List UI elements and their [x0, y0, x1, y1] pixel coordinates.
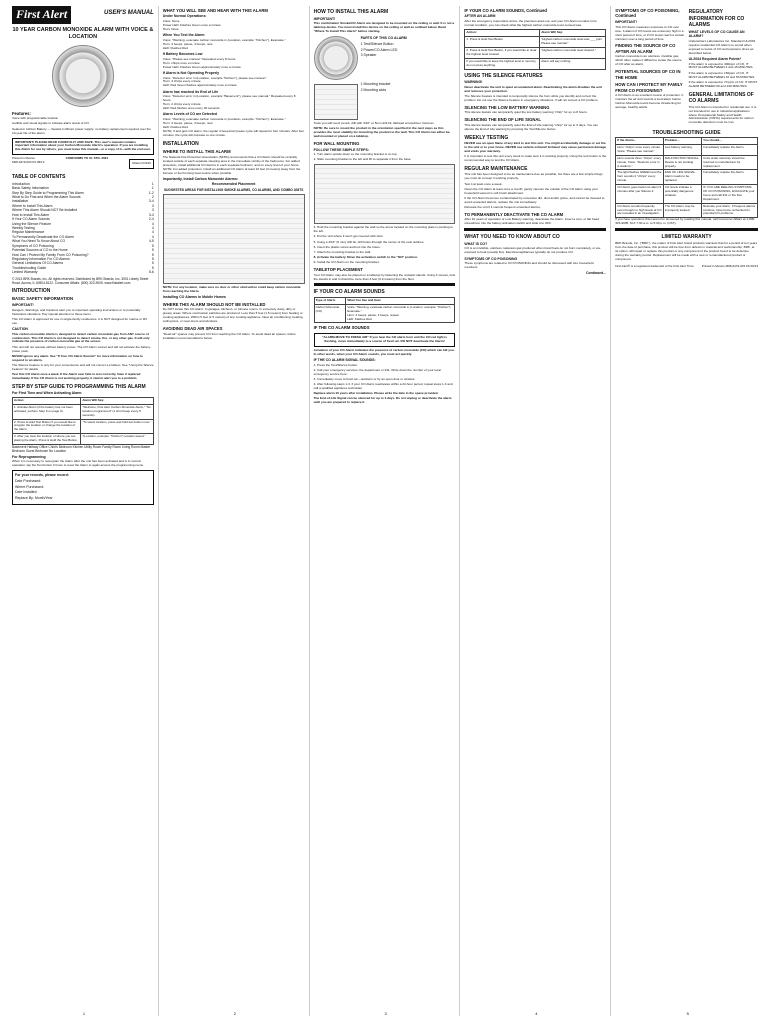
mounting-diagram	[314, 164, 456, 224]
body-text: This unit has been designed to be as maintenance-free as possible, but there are a few simple things you must do to keep it working properly.	[464, 172, 603, 181]
toc-page: 5	[151, 243, 154, 248]
column-4	[460, 6, 611, 1016]
table-header: If the Alarm...	[616, 138, 664, 145]
toc-page: 4	[151, 230, 154, 235]
section-title: WHAT YOU WILL SEE AND HEAR WITH THIS ALARM	[162, 8, 268, 13]
table-of-contents	[12, 182, 154, 275]
repro-text: When it is necessary to reprogram the Alarm after the unit has been activated and is in normal operation: tap the Test button 3 times to reset the Alarm to again access the programming menu.	[12, 459, 145, 468]
table-row: Horn "chirps" once every minute. Voice: "Please see manual." Low battery warning. Immediately replace the Alarm.	[616, 144, 758, 155]
subhead: SYMPTOMS OF CO POISONING	[464, 256, 518, 261]
body-text: After 10 years of operation or Low Battery warning, deactivate the Alarm. Insert a coin, or flat head screwdriver into the battery activation switch and slide it to OFF.	[464, 217, 599, 226]
body-text: Voice: "Detector error in (Location, example "Kitchen"), please see manual." Horn: 3 chirps every minute LED: Red Green flashes approximately once a minute	[162, 75, 267, 88]
subhead: Recommended Placement	[211, 182, 256, 187]
toc-entry: What You Need To Know About CO	[12, 239, 66, 244]
list-item: 7. Attach the mounting bracket to the wall.	[313, 249, 372, 254]
table-row: 3. After you hear the location of where you are placing the Alarm, Press & Hold the Test Button. "(Location, example: "Kitchen") location saved."	[13, 434, 154, 445]
toc-entry: Basic Safety Information	[12, 186, 49, 191]
table-row: The light flashes GREEN and the horn sounds 2 "chirps" every minute. END OF LIFE SIGNAL. Alarm needs to be replaced. Immediately replace the Alarm.	[616, 170, 758, 185]
section-title: REGULAR MAINTENANCE	[464, 165, 528, 172]
column-2	[159, 6, 310, 1016]
subhead: TO PERMANENTLY DEACTIVATE THE CO ALARM	[464, 211, 564, 217]
subhead: FINDING THE SOURCE OF CO AFTER AN ALARM	[615, 43, 676, 54]
column-3	[310, 6, 461, 1016]
important-notice: IMPORTANT! PLEASE READ CAREFULLY AND SAVE. This user's manual contains important information about your Carbon Monoxide Alarm's operation. If you are installing this Alarm for use by others, you must leave this manual—or a copy of it—with the end user.	[12, 138, 154, 156]
toc-entry: Using the Silence Feature	[12, 221, 52, 226]
body-text: NOTE: For any location, make sure no door or other obstruction could keep carbon monoxide from reaching the Alarm.	[162, 285, 301, 294]
table-row: 2. Press & Hold Test Button, if you would like to clear the highest level instead. "Highest carbon monoxide level cleared."	[465, 47, 606, 58]
section-title: IF YOUR CO ALARM SOUNDS, Continued	[464, 8, 547, 13]
body-text: Actuation of your CO Alarm indicates the presence of carbon monoxide (CO) which can kill you. In other words, when your CO Alarm sounds, you must act quickly.	[313, 347, 455, 356]
toc-page: 3	[151, 203, 154, 208]
body-text: Tools you will need: pencil, drill with 3/16" or 5mm drill bit, flathead screwdriver, hammer.	[313, 121, 435, 126]
body-text: Voice: "Please see manual." Repeated every 8 hours. Horn: chirps once a minute Power LED: Flashes Green approximately once a minute	[162, 56, 241, 69]
body-text: Voice: "Detector error in (Location, example "Basement"), please see manual." Repeated every 8 hours. Horn: 2 chirps every minute LED: Red flashes once every 30 seconds	[162, 94, 296, 111]
list-item: 1. Press the Test/Silence button.	[313, 362, 358, 367]
subhead: FOLLOW THESE SIMPLE STEPS:	[313, 147, 370, 152]
body-text: NEVER use an open flame of any kind to test this unit. You might accidentally damage or set fire to the unit or to your home. NEVER use vehicle exhaust! Exhaust may cause permanent damage and voids your warranty.	[464, 141, 607, 153]
section-title: HOW TO INSTALL THIS ALARM	[313, 9, 389, 15]
toc-title: TABLE OF CONTENTS	[12, 174, 66, 181]
subhead: PARTS OF THIS CO ALARM	[360, 36, 407, 41]
alarm-warning-box: "ALARM-MOVE TO FRESH AIR" If you hear the CO alarm horn and the CO red light is flashing, move immediately to a source of fresh air. DO NOT deactivate the Alarm!	[314, 333, 456, 347]
toc-page: 4-5	[148, 239, 154, 244]
table-header: You should...	[702, 138, 758, 145]
subhead: POTENTIAL SOURCES OF CO IN THE HOME	[615, 69, 681, 80]
subhead: IF THE CO ALARM SIGNAL SOUNDS:	[313, 357, 376, 362]
toc-page: 4	[151, 221, 154, 226]
toc-row	[12, 270, 154, 274]
device-illustration	[52, 45, 114, 107]
list-item: If the CO Alarm becomes contaminated by excessive dirt, dust and/or grime, and cannot be cleaned to avoid unwanted alarms, replace the unit immediately.	[464, 195, 605, 204]
section-title: REGULATORY INFORMATION FOR CO ALARMS	[688, 9, 745, 28]
toc-entry: Potential Sources of CO in the Home	[12, 248, 68, 253]
manual-label: USER'S MANUAL	[104, 10, 154, 16]
toc-entry: What to Do First and When the Alarm Sounds	[12, 195, 81, 200]
toc-page: 5	[151, 265, 154, 270]
body-text: Carbon monoxide is an odorless, invisible gas, which often makes it difficult to locate the source of CO after an alarm.	[615, 54, 682, 67]
toc-page: 3-4	[148, 199, 154, 204]
list-item: Relocate the unit if it sounds frequent unwanted alarms.	[464, 204, 541, 209]
trademark-note: First Alert® is a registered trademark of the First Alert Trust.	[615, 264, 695, 269]
list-item: 5. Using a 3/16" (5 mm) drill bit, drill holes through the center of the oval outlines.	[313, 239, 425, 244]
table-row: 1. Activate Alarm (if the battery has not been activated, perform Step 6 on page 3). "Welcome, First Alert Carbon Monoxide Alarm." "No location programmed" (1 short beep every 5 seconds)	[13, 404, 154, 419]
toc-entry: Limited Warranty	[12, 270, 38, 275]
warning-label: WARNING!	[464, 80, 483, 85]
table-header: What You See and Hear	[346, 297, 455, 304]
list-item: 1. Turn alarm upside down so the mounting bracket is on top.	[313, 152, 398, 157]
toc-entry: To Permanently Deactivate the CO Alarm	[12, 234, 74, 239]
subhead: SILENCING THE LOW BATTERY WARNING	[464, 104, 550, 110]
table-header: Alarm Will Say:	[81, 398, 153, 405]
body-text: A CO Alarm is an excellent means of protection. It monitors the air and sounds a loud alarm before Carbon Monoxide levels become threatening for average, healthy adults.	[615, 93, 684, 109]
subhead: FOR WALL MOUNTING	[313, 141, 360, 147]
list-item: 9. Install the CO Alarm on the mounting bracket.	[313, 260, 380, 265]
product-title: 10 YEAR CARBON MONOXIDE ALARM WITH VOICE & LOCATION	[12, 26, 154, 40]
repro-title: For Reprogramming	[12, 454, 46, 459]
toc-page: 5-6	[148, 270, 154, 275]
table-row: If you would like to keep the highest level in memory, do not press anything. Alarm will say nothing.	[465, 58, 606, 69]
page-number: 3	[384, 1010, 387, 1016]
toc-page: 4	[151, 234, 154, 239]
subhead: Alarm has reached its End of Life	[162, 89, 219, 94]
subhead: WHAT IS CO?	[464, 241, 488, 246]
toc-page: 4	[151, 225, 154, 230]
toc-page: 1-2	[148, 190, 154, 195]
body-text: The Silence Feature is intended to temporarily silence the horn while you identify and correct the problem. Do not use the Silence Feature in emergency situations. It will not correct a CO problem.	[464, 93, 599, 102]
body-text: Voice: "Warning, evacuate carbon monoxide in (Location, example: "Kitchen"). Evacuate." Horn: 4 beeps, pause, 4 beeps, now LED: Flashes Red	[162, 37, 286, 50]
list-item: 2 Mounting slots	[360, 87, 387, 92]
toc-entry: General Limitations Of CO Alarms	[12, 261, 64, 266]
toc-entry: Installation	[12, 199, 29, 204]
section-title: SYMPTOMS OF CO POISONING, Continued	[615, 8, 680, 19]
subhead: HOW CAN I PROTECT MY FAMILY FROM CO POISONING?	[615, 82, 683, 93]
records-box: For your records, please record: Date Purchased: Where Purchased: Date Installed: Replace By: Month/Year	[12, 470, 154, 505]
safety-title: BASIC SAFETY INFORMATION	[12, 296, 74, 302]
table-row: Carbon Monoxide (CO) Voice: "Warning, evacuate carbon monoxide in (Location, example: "Kitchen"). Evacuate." Horn: 4 beeps, pause, 4 beeps, repeat. LED: Flashes Red	[314, 304, 455, 323]
list-item: If the alarm is exposed to 150ppm of CO, IT MUST ALARM BETWEEN 10 and 50 MINUTES.	[688, 70, 756, 79]
body-text: This silence feature can temporarily quiet the End of Life warning "chirp" for up to 3 days. You can silence the End of Life warning by pressing the Test/Silence button.	[464, 122, 598, 131]
list-item: 3. Immediately move to fresh air—outdoors or by an open door or window.	[313, 376, 416, 381]
list-item: 1 Test/Silence Button	[360, 41, 394, 46]
features-title: Features:	[12, 110, 31, 116]
toc-entry: Weekly Testing	[12, 225, 35, 230]
list-item: If the alarm is exposed to 400ppm of CO, IT MUST ALARM BETWEEN 4 and 15 MINUTES.	[688, 61, 754, 70]
toc-page: 5	[151, 248, 154, 253]
toc-entry: Regulatory Information For CO Alarms	[12, 256, 70, 261]
body-text: Voice: None Power LED: Flashes Green once a minute Horn: None	[162, 19, 221, 32]
body-text: Underwriters Laboratories Inc. Standard UL2034 requires residential CO Alarms to sound when exposed to levels of CO and exposure times as described below.	[688, 38, 756, 55]
page-number: 5	[686, 1010, 689, 1016]
table-header: Type of Alarm	[314, 297, 346, 304]
subhead: WHERE THIS ALARM SHOULD NOT BE INSTALLED	[162, 301, 266, 307]
list-item: 2 Power/CO Alarm LED	[360, 47, 398, 52]
toc-entry: Regular Maintenance	[12, 230, 45, 235]
subhead: Under Normal Operations:	[162, 14, 207, 19]
section-title: WEEKLY TESTING	[464, 134, 509, 141]
important-label: IMPORTANT!	[12, 302, 34, 307]
subhead: WHERE TO INSTALL THIS ALARM	[162, 149, 231, 155]
table-row: Horn sounds three "chirps" every minute. Voice: "Detector error in (Location)." MALFUNCTION SIGNAL. Device is not working properly. Units under warranty should be returned to manufacturer for replacement.	[616, 155, 758, 170]
page-number: 2	[233, 1010, 236, 1016]
toc-page: 3-4	[148, 212, 154, 217]
body-text: CO is an invisible, odorless, tasteless gas produced when fossil fuels do not burn completely, or are exposed to heat (usually fire). Electrical appliances typically do not produce CO.	[464, 246, 601, 255]
body-text: Voice: "Warning, evacuate carbon monoxide in (Location, example: "Kitchen"). Evacuate." Horn: 4 beeps, pause, 4 beeps, now LED: Flashes Red NOTE: If and gets CO alarm, the regular 4 beep-brief pause cycle will repeat for four minutes. After four minutes, the cycle will increase to one minute.	[162, 117, 305, 137]
bracket-illustration	[314, 84, 358, 120]
step-sub: For First Time and When Activating Alarm	[12, 391, 82, 396]
list-item: 6. Insert the plastic screw anchors into the holes.	[313, 244, 381, 249]
toc-page: 5	[151, 256, 154, 261]
toc-page: 3	[151, 208, 154, 213]
list-item: 2. Slide mounting bracket to the left and lift to separate it from the base.	[313, 157, 412, 162]
footer	[615, 265, 758, 269]
subhead: AVOIDING DEAD AIR SPACES	[162, 326, 223, 332]
toc-entry: Introduction	[12, 181, 30, 186]
body-text: BRK Brands, Inc. ("BRK"), the maker of First Alert brand products warrants that for a period of ten years from the date of purchase, this product will be free from defects in material and workmanship. BRK, at its option, will repair or replace this product or any component of the product found to be defective during the warranty period. Replacement will be made with a new or remanufactured product or component.	[615, 240, 758, 261]
subhead: IF THE CO ALARM SOUNDS	[313, 325, 370, 331]
installation-title: INSTALLATION	[162, 140, 199, 147]
divider	[615, 228, 758, 231]
feature-item: Voice with programmable location	[12, 116, 59, 121]
step-title: STEP BY STEP GUIDE TO PROGRAMMING THIS ALARM	[12, 383, 146, 390]
subhead: If Battery Becomes Low	[162, 52, 203, 57]
section-title: USING THE SILENCE FEATURES	[464, 72, 543, 79]
page-number: 1	[82, 1010, 86, 1016]
print-info: Printed in Mexico M08-0479-003 K6 09/13 CONFORMS TO UL STD. 2034 Model CO910	[12, 157, 154, 171]
toc-entry: Step By Step Guide to Programming This Alarm	[12, 190, 84, 195]
toc-entry: If Your CO Alarm Sounds	[12, 217, 50, 222]
alarm-front-illustration	[314, 36, 358, 80]
continued-label: Continued...	[585, 271, 607, 276]
subhead: Installing CO Alarms in Mobile Homes	[162, 295, 226, 300]
list-item: This unit will not operate without battery power. The CO Alarm cannot and will not activate the battery-power pack.	[12, 344, 152, 353]
body-text: This combination Smoke/CO Alarm are designed to be mounted on the ceiling or wall. It is not a tabletop device. You must install this device on the ceiling or wall as outlined below. Read "Where To Install This Alarm" before starting.	[313, 21, 455, 34]
body-text: Do NOT locate this CO Alarm: In garages, kitchens, or furnace rooms. In extremely dusty, dirty or greasy areas. Where combustion particles are produced. Less than 5 feet (1.5 meters) from heating or cooking appliances. Within 5 feet (1.5 meters) of any cooking appliance. Near air conditioning, heating, ceiling fans, or near doors and windows.	[162, 307, 304, 324]
list-item: 1 Mounting bracket	[360, 82, 391, 87]
list-item: Test it at least once a week.	[464, 181, 503, 186]
body-text: These symptoms are related to CO POISONING and should be discussed with ALL household members.	[464, 261, 594, 270]
section-title: GENERAL LIMITATIONS OF CO ALARMS	[688, 91, 754, 105]
toc-page: 2	[151, 195, 154, 200]
list-item: 3 Speaker	[360, 53, 377, 58]
subhead: If Alarm is Not Operating Properly	[162, 70, 220, 75]
body-text: After the emergency responders arrive, the premises aired out, and your CO Alarm remains in its normal condition, you can check what the highest carbon monoxide level sensed was.	[464, 19, 597, 28]
subhead: SILENCING THE END OF LIFE SIGNAL	[464, 117, 541, 123]
brand-logo: First Alert	[12, 6, 71, 24]
table-row: 1. Press & Hold Test Button "Highest carbon monoxide level was ___ ppm. Please see manual."	[465, 37, 606, 48]
subhead: TABLETOP PLACEMENT	[313, 267, 363, 273]
body-text: Replace alarm 10 years after installation. Please write the date in the space provided.	[313, 391, 439, 396]
body-text: It is important to test this unit every week to make sure it is working properly. Using the test button is the recommended way to test the CO Alarm.	[464, 154, 607, 163]
body-text: "Dead air" spaces may prevent CO from reaching the CO Alarm. To avoid dead air spaces, follow installation recommendations below.	[162, 331, 296, 340]
list-item: If the alarm is exposed to 70 ppm of CO, IT MUST ALARM BETWEEN 60 and 240 MINUTES.	[688, 79, 758, 88]
feature-item: Audible and visual signals to indicate alarm levels of CO	[12, 121, 89, 126]
column-5	[611, 6, 762, 1016]
copyright: © 2013 BRK Brands, Inc. All rights reserved. Distributed by BRK Brands, Inc. 3901 Liberty Street Road, Aurora, IL 60504-8122. Consumer Affairs: (800) 323-9005. www.firstalert.com	[12, 276, 149, 285]
list-item: 4. After following steps 1-3, if your CO Alarm reactivates within a 24-hour period, repeat steps 1-3 and call a qualified appliance technician.	[313, 382, 453, 390]
list-item: This carbon monoxide Alarm is designed to detect carbon monoxide gas from ANY source of combustion. This CO Alarm is not designed to detect smoke, fire, or any other gas. It will only indicate the presence of carbon monoxide gas at the sensor.	[12, 331, 150, 344]
table-header: Action:	[13, 398, 81, 405]
body-text: This silence feature can temporarily quiet the low battery warning "chirp" for up to 8 hours.	[464, 110, 588, 115]
subhead: When You Test the Alarm	[162, 33, 205, 38]
programming-table	[12, 397, 154, 445]
list-item: 3. Hold the mounting bracket against the wall so the arrow located on the mounting plate is pointing to the left.	[313, 225, 453, 234]
toc-entry: Where to Install This Alarm	[12, 203, 53, 208]
table-row: CO Alarm sounds frequently even though no high levels of CO are revealed in an investigation. The CO Alarm may be improperly located. Relocate your Alarm. If frequent alarms continue, have home rechecked for potential CO problems.	[616, 203, 758, 218]
mount-section	[314, 82, 456, 122]
list-item: The Silence Feature is only for your convenience and will not correct a problem. See "Using the Silence Feature" for details.	[12, 362, 154, 371]
list-item: 4. Put the unit where it won't get covered with dust.	[313, 234, 384, 239]
troubleshooting-table	[615, 137, 758, 218]
subhead: Alarm Levels of CO are Detected	[162, 112, 218, 117]
page-number: 4	[535, 1010, 538, 1016]
toc-entry: Troubleshooting Guide	[12, 265, 47, 270]
body-text: NOTE: Be sure to mount the product in the orientation specified in the next steps as this provides the most stability for mounting the product to the wall. This CO Alarm can either be wall mounted or placed on a tabletop.	[313, 126, 450, 139]
divider	[314, 283, 456, 286]
list-item: Dangers, Warnings, and Cautions alert you to important operating instructions or to potentially hazardous situations. Pay special attention to these items.	[12, 307, 141, 316]
table-row: CO Alarm goes back into alarm 6 minutes after you Silence it. CO levels indicate a potentially dangerous situation. IF YOU ARE FEELING SYMPTOMS OF CO POISONING, EVACUATE your home and call 911 or the Fire Department.	[616, 185, 758, 204]
list-item: Test this CO Alarm once a week. If the Alarm ever fails to test correctly, have it replaced immediately. If the CO Alarm is not working properly, it cannot alert you to a problem.	[12, 371, 141, 380]
parts-section	[314, 36, 456, 80]
alarm-type-table	[314, 297, 456, 323]
intro-title: INTRODUCTION	[12, 287, 51, 294]
subhead: UL2034 Required Alarm Points*	[688, 56, 741, 61]
subhead: AFTER AN ALARM	[464, 14, 496, 19]
caution-label: CAUTION	[12, 326, 28, 331]
location-list: Basement Hallway Office Child's Bedroom Kitchen Utility Room Family Room Living Room Master Bedroom Guest Bedroom No Location	[12, 445, 151, 454]
diagram-caption: SUGGESTED AREAS FOR INSTALLING SMOKE ALARMS, CO ALARMS, AND COMBO UNITS	[164, 188, 304, 193]
toc-page: 5	[151, 261, 154, 266]
top-section	[615, 6, 758, 127]
table-header: Alarm Will Say:	[540, 30, 606, 37]
section-title: WHAT YOU NEED TO KNOW ABOUT CO	[464, 234, 560, 241]
body-text: The End-of-Life Signal can be silenced for up to 3 days. Do not unplug or deactivate the alarm until you are prepared to replace it.	[313, 396, 452, 405]
body-text: The National Fire Protection Association (NFPA) recommends that a CO Alarm should be centrally located outside of each separate sleeping area in the immediate vicinity of the bedrooms. For added protection, install additional CO Alarms in each separate bedroom, and on every level of your home. NOTE: For added protection, install an additional CO Alarm at least 10 feet (3 meters) away from the furnace or fuel burning heat source when possible.	[162, 154, 301, 175]
toc-entry: How Can I Protect My Family From CO Poisoning?	[12, 252, 89, 257]
toc-page: 1	[151, 181, 154, 186]
toc-entry: How to Install This Alarm	[12, 212, 50, 217]
toc-entry: Symptoms of CO Poisoning	[12, 243, 54, 248]
toc-page: 2-4	[148, 217, 154, 222]
column-1	[8, 6, 159, 1016]
list-item: 8. Activate the battery. Move the activation switch to the "ON" position.	[313, 255, 418, 260]
toc-page: 1	[151, 186, 154, 191]
after-alarm-table	[464, 29, 606, 69]
subhead: WHAT LEVELS OF CO CAUSE AN ALARM?	[688, 29, 745, 39]
list-item: NEVER ignore any alarm. See "If Your CO Alarm Sounds" for more information on how to respond to an alarm.	[12, 353, 143, 362]
important-label: IMPORTANT!	[615, 19, 637, 24]
important-label: IMPORTANT!	[313, 16, 336, 21]
body-text: This CO Alarm is intended for residential use. It is not intended for use in industrial applications where Occupational Safety and Health Administration (OSHA) requirements for carbon monoxide detectors must be met.	[688, 104, 757, 125]
section-title: LIMITED WARRANTY	[661, 234, 712, 241]
feature-item: Sealed-in Lithium Battery — Sealed-in lithium power supply; no battery replacement required over the 10-year life of the alarm.	[12, 126, 151, 135]
subhead: Importantly, Install Carbon Monoxide Alarms:	[162, 176, 239, 181]
list-item: Clean the CO Alarm at least once a month; gently vacuum the outside of the CO Alarm using your household vacuum's soft brush attachment.	[464, 186, 599, 195]
body-text: Your CO Alarm may also be placed on a tabletop by fastening the 4 plastic stands. Using 4 screws, lock the stands in and it should be more than 3 feet (0.9 meters) from the floor.	[313, 272, 456, 281]
toc-entry: Where This Alarm Should NOT Be Installed	[12, 208, 78, 213]
body-text: This CO Alarm measures exposure to CO over time. It alarms if CO levels are extremely high in a short period of time, or if CO levels reach a certain minimum over a long period of time.	[615, 24, 685, 41]
list-item: This CO Alarm is approved for use in single-family residences. It is NOT designed for marine or RV use.	[12, 316, 148, 325]
list-item: 2. Call your emergency services, fire department or 911. Write down the number of your local emergency service here:	[313, 367, 441, 376]
section-title: TROUBLESHOOTING GUIDE	[652, 129, 721, 136]
toc-page: 5	[151, 252, 154, 257]
divider	[464, 228, 606, 231]
print-code: Printed in Mexico M08-0479-003 K6 09/13	[701, 264, 758, 269]
table-header: Action:	[465, 30, 540, 37]
house-placement-diagram	[163, 194, 305, 284]
table-header: Problem...	[663, 138, 701, 145]
body-text: Never deactivate the unit to quiet an unwanted alarm. Deactivating the alarm disables the unit and removes your protection.	[464, 84, 602, 93]
section-title: IF YOUR CO ALARM SOUNDS	[313, 289, 385, 296]
body-text: If you have questions that cannot be answered by reading this manual, call Consumer Affairs at 1-800-323-9005, M-F 7:30 a.m. to 5:00 p.m. (CST).	[615, 217, 756, 226]
table-row: 2. Press & Hold Test Button if you would like to program the location or change the location of the Alarm. "To select location, press and hold test button now."	[13, 419, 154, 434]
